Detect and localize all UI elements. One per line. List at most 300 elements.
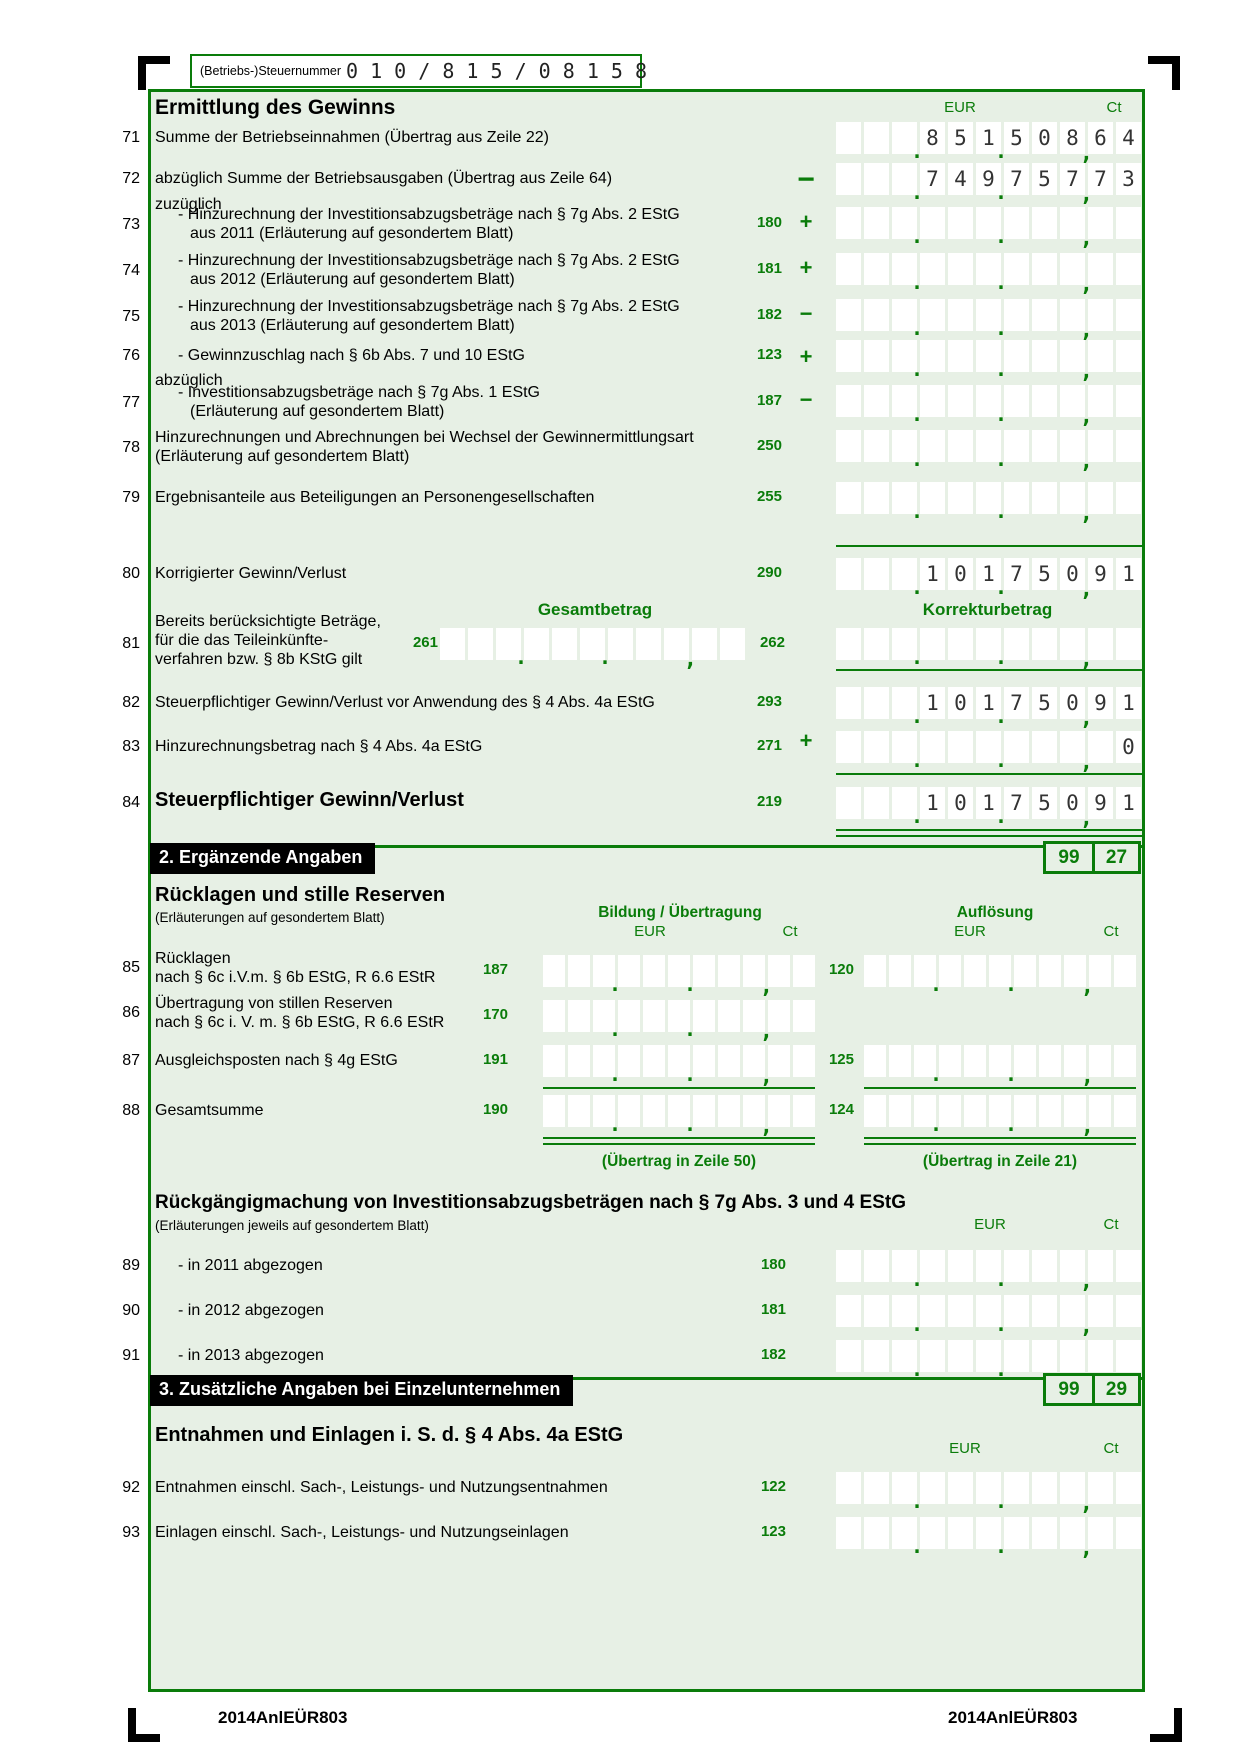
digit-box[interactable] bbox=[1116, 1250, 1141, 1282]
digit-box[interactable] bbox=[1114, 1095, 1136, 1127]
digit-box[interactable] bbox=[836, 340, 861, 372]
digit-box[interactable] bbox=[836, 558, 861, 590]
digit-box[interactable] bbox=[920, 207, 945, 239]
digit-box[interactable]: 9 bbox=[1088, 558, 1113, 590]
digit-box[interactable] bbox=[1032, 1340, 1057, 1372]
digit-box[interactable] bbox=[864, 253, 889, 285]
digit-box[interactable] bbox=[1004, 253, 1029, 285]
digit-box[interactable] bbox=[664, 628, 689, 660]
digit-box[interactable] bbox=[1004, 340, 1029, 372]
digit-box[interactable] bbox=[892, 430, 917, 462]
digit-box[interactable] bbox=[864, 1250, 889, 1282]
digit-box[interactable] bbox=[1089, 1045, 1111, 1077]
ruecklagen-subtitle: (Erläuterungen auf gesondertem Blatt) bbox=[155, 910, 385, 925]
digit-box[interactable] bbox=[920, 430, 945, 462]
digit-box[interactable] bbox=[1039, 955, 1061, 987]
digit-box[interactable] bbox=[836, 1295, 861, 1327]
digit-box[interactable] bbox=[743, 1045, 765, 1077]
digit-box[interactable] bbox=[976, 628, 1001, 660]
digit-box[interactable] bbox=[693, 1095, 715, 1127]
digit-box[interactable]: 0 , bbox=[1060, 787, 1085, 819]
digit-box[interactable] bbox=[593, 955, 615, 987]
digit-box[interactable] bbox=[1060, 299, 1085, 331]
digit-box[interactable] bbox=[892, 340, 917, 372]
digit-box[interactable]: 7 bbox=[1088, 163, 1113, 195]
digit-box[interactable] bbox=[1060, 1472, 1085, 1504]
digit-box[interactable] bbox=[892, 163, 917, 195]
digit-box[interactable]: 0 bbox=[948, 558, 973, 590]
digit-box[interactable] bbox=[1032, 340, 1057, 372]
digit-box[interactable]: 1 bbox=[1116, 558, 1141, 590]
digit-box[interactable] bbox=[864, 955, 886, 987]
digit-box[interactable] bbox=[1116, 253, 1141, 285]
digit-box[interactable] bbox=[643, 1045, 665, 1077]
digit-box[interactable] bbox=[618, 1045, 640, 1077]
digit-box[interactable] bbox=[568, 955, 590, 987]
digit-box[interactable] bbox=[524, 628, 549, 660]
steuernummer-field[interactable] bbox=[190, 54, 648, 88]
digit-box[interactable] bbox=[1088, 1250, 1113, 1282]
digit-box[interactable] bbox=[836, 253, 861, 285]
digit-box[interactable] bbox=[1116, 628, 1141, 660]
digit-box[interactable] bbox=[889, 1095, 911, 1127]
digit-box[interactable] bbox=[864, 385, 889, 417]
digit-box[interactable] bbox=[1116, 1517, 1141, 1549]
digit-box[interactable] bbox=[1060, 385, 1085, 417]
digit-box[interactable] bbox=[768, 1045, 790, 1077]
digit-box[interactable] bbox=[1088, 1517, 1113, 1549]
digit-box[interactable] bbox=[914, 1095, 936, 1127]
digit-box[interactable]: 7 bbox=[1004, 687, 1029, 719]
digit-box[interactable] bbox=[1060, 1340, 1085, 1372]
digit-box[interactable] bbox=[543, 1095, 565, 1127]
digit-box[interactable] bbox=[1116, 1472, 1141, 1504]
digit-box[interactable] bbox=[1032, 482, 1057, 514]
digit-box[interactable] bbox=[1004, 207, 1029, 239]
digit-box[interactable] bbox=[1114, 955, 1136, 987]
line-number-74: 74 bbox=[122, 262, 140, 279]
digit-box[interactable] bbox=[864, 340, 889, 372]
digit-box[interactable] bbox=[836, 299, 861, 331]
digit-box[interactable] bbox=[948, 207, 973, 239]
digit-box[interactable] bbox=[1064, 1095, 1086, 1127]
digit-box[interactable] bbox=[864, 558, 889, 590]
digit-box[interactable]: 1 bbox=[920, 787, 945, 819]
digit-box[interactable] bbox=[976, 1250, 1001, 1282]
digit-box[interactable] bbox=[864, 430, 889, 462]
digit-box[interactable]: 4 bbox=[948, 163, 973, 195]
digit-box[interactable]: 0 bbox=[1116, 731, 1141, 763]
digit-box[interactable]: 9 bbox=[1088, 687, 1113, 719]
digit-box[interactable] bbox=[892, 1250, 917, 1282]
digit-box[interactable]: 7 bbox=[1004, 558, 1029, 590]
digit-box[interactable] bbox=[720, 628, 745, 660]
digit-box[interactable] bbox=[864, 1517, 889, 1549]
digit-box[interactable] bbox=[976, 207, 1001, 239]
digit-box[interactable] bbox=[836, 122, 861, 154]
digit-box[interactable] bbox=[948, 628, 973, 660]
digit-box[interactable] bbox=[636, 628, 661, 660]
digit-box[interactable] bbox=[939, 955, 961, 987]
digit-box[interactable] bbox=[440, 628, 465, 660]
digit-box[interactable] bbox=[864, 687, 889, 719]
digit-box[interactable] bbox=[1060, 430, 1085, 462]
digit-box[interactable] bbox=[939, 1045, 961, 1077]
digit-box[interactable]: 5 bbox=[1032, 558, 1057, 590]
digit-box[interactable] bbox=[892, 122, 917, 154]
digit-box[interactable]: 5 bbox=[1032, 787, 1057, 819]
digit-box[interactable] bbox=[892, 1472, 917, 1504]
digit-box[interactable] bbox=[964, 1095, 986, 1127]
digit-box[interactable] bbox=[836, 385, 861, 417]
digit-box[interactable] bbox=[892, 628, 917, 660]
digit-box[interactable] bbox=[836, 207, 861, 239]
digit-box[interactable] bbox=[889, 955, 911, 987]
digit-box[interactable] bbox=[1088, 628, 1113, 660]
digit-box[interactable]: 7 , bbox=[1060, 163, 1085, 195]
digit-box[interactable] bbox=[892, 731, 917, 763]
digit-box[interactable] bbox=[948, 253, 973, 285]
digit-box[interactable] bbox=[1088, 385, 1113, 417]
digit-box[interactable] bbox=[976, 731, 1001, 763]
digit-box[interactable]: 3 bbox=[1116, 163, 1141, 195]
digit-box[interactable] bbox=[718, 1045, 740, 1077]
digit-box[interactable] bbox=[743, 955, 765, 987]
digit-box[interactable] bbox=[1004, 731, 1029, 763]
digit-box[interactable] bbox=[948, 1517, 973, 1549]
digit-box[interactable] bbox=[1032, 731, 1057, 763]
digit-box[interactable] bbox=[892, 207, 917, 239]
digit-box[interactable] bbox=[1116, 299, 1141, 331]
digit-box[interactable] bbox=[1060, 253, 1085, 285]
digit-box[interactable] bbox=[836, 731, 861, 763]
digit-box[interactable] bbox=[1089, 1095, 1111, 1127]
digit-box[interactable] bbox=[1060, 1295, 1085, 1327]
digit-box[interactable] bbox=[1116, 207, 1141, 239]
digit-box[interactable] bbox=[580, 628, 605, 660]
digit-box[interactable] bbox=[976, 299, 1001, 331]
digit-box[interactable] bbox=[1060, 340, 1085, 372]
digit-box[interactable] bbox=[543, 1000, 565, 1032]
digit-box[interactable] bbox=[668, 1045, 690, 1077]
digit-box[interactable] bbox=[568, 1045, 590, 1077]
digit-box[interactable] bbox=[1088, 207, 1113, 239]
digit-box[interactable] bbox=[1004, 385, 1029, 417]
digit-box[interactable] bbox=[496, 628, 521, 660]
digit-box[interactable]: 4 bbox=[1116, 122, 1141, 154]
digit-box[interactable] bbox=[743, 1000, 765, 1032]
digit-box[interactable] bbox=[920, 482, 945, 514]
digit-box[interactable]: 1 bbox=[1116, 787, 1141, 819]
digit-box[interactable] bbox=[1004, 1517, 1029, 1549]
digit-box[interactable] bbox=[1004, 430, 1029, 462]
digit-box[interactable]: 1 bbox=[1116, 687, 1141, 719]
digit-box[interactable] bbox=[864, 299, 889, 331]
digit-box[interactable] bbox=[864, 1295, 889, 1327]
digit-box[interactable] bbox=[939, 1095, 961, 1127]
digit-box[interactable] bbox=[1088, 731, 1113, 763]
digit-box[interactable] bbox=[920, 1472, 945, 1504]
digit-box[interactable] bbox=[864, 787, 889, 819]
digit-box[interactable] bbox=[836, 430, 861, 462]
digit-box[interactable]: 5 bbox=[1032, 687, 1057, 719]
digit-box[interactable]: 8 , bbox=[1060, 122, 1085, 154]
digit-box[interactable] bbox=[892, 787, 917, 819]
digit-box[interactable] bbox=[920, 299, 945, 331]
digit-box[interactable] bbox=[618, 1095, 640, 1127]
digit-box[interactable] bbox=[543, 955, 565, 987]
digit-box[interactable] bbox=[1004, 1295, 1029, 1327]
digit-box[interactable] bbox=[692, 628, 717, 660]
digit-box[interactable] bbox=[948, 1472, 973, 1504]
digit-box[interactable]: 1 . bbox=[976, 122, 1001, 154]
digit-box[interactable] bbox=[1116, 430, 1141, 462]
digit-box[interactable] bbox=[1014, 1045, 1036, 1077]
digit-box[interactable] bbox=[1116, 385, 1141, 417]
digit-box[interactable] bbox=[768, 1000, 790, 1032]
digit-box[interactable] bbox=[593, 1095, 615, 1127]
digit-box[interactable] bbox=[718, 1095, 740, 1127]
digit-box[interactable] bbox=[948, 1340, 973, 1372]
digit-box[interactable] bbox=[836, 687, 861, 719]
section1-title: Ermittlung des Gewinns bbox=[155, 96, 396, 119]
digit-box[interactable] bbox=[836, 787, 861, 819]
digit-box[interactable] bbox=[864, 207, 889, 239]
digit-box[interactable] bbox=[864, 482, 889, 514]
digit-box[interactable] bbox=[948, 1295, 973, 1327]
digit-box[interactable] bbox=[468, 628, 493, 660]
digit-box[interactable] bbox=[920, 340, 945, 372]
digit-box[interactable] bbox=[920, 628, 945, 660]
digit-box[interactable] bbox=[920, 1295, 945, 1327]
digit-box[interactable] bbox=[836, 1472, 861, 1504]
digit-box[interactable] bbox=[864, 1472, 889, 1504]
digit-box[interactable] bbox=[964, 1045, 986, 1077]
digit-box[interactable] bbox=[948, 731, 973, 763]
digit-box[interactable] bbox=[1039, 1095, 1061, 1127]
digit-box[interactable] bbox=[1032, 299, 1057, 331]
digit-box[interactable] bbox=[1004, 628, 1029, 660]
digit-box[interactable] bbox=[976, 1295, 1001, 1327]
digit-box[interactable] bbox=[1032, 207, 1057, 239]
digit-box[interactable] bbox=[920, 385, 945, 417]
digit-box[interactable] bbox=[964, 955, 986, 987]
digit-box[interactable] bbox=[668, 955, 690, 987]
digit-box[interactable] bbox=[989, 1045, 1011, 1077]
digit-box[interactable] bbox=[568, 1000, 590, 1032]
digit-box[interactable] bbox=[892, 253, 917, 285]
digit-box[interactable] bbox=[1014, 955, 1036, 987]
digit-box[interactable] bbox=[718, 1000, 740, 1032]
row88-code-left: 190 bbox=[482, 1101, 508, 1118]
digit-box[interactable] bbox=[976, 1472, 1001, 1504]
digit-box[interactable]: 9 . bbox=[976, 163, 1001, 195]
digit-box[interactable] bbox=[1116, 482, 1141, 514]
digit-box[interactable] bbox=[892, 1295, 917, 1327]
digit-box[interactable] bbox=[892, 1340, 917, 1372]
digit-box[interactable] bbox=[693, 1045, 715, 1077]
digit-box[interactable] bbox=[1060, 628, 1085, 660]
digit-box[interactable] bbox=[914, 955, 936, 987]
digit-box[interactable] bbox=[976, 1517, 1001, 1549]
digit-box[interactable] bbox=[864, 163, 889, 195]
digit-box[interactable] bbox=[1004, 1472, 1029, 1504]
digit-box[interactable] bbox=[864, 1045, 886, 1077]
digit-box[interactable] bbox=[920, 1250, 945, 1282]
digit-box[interactable] bbox=[1004, 299, 1029, 331]
digit-box[interactable]: 7 bbox=[1004, 787, 1029, 819]
digit-box[interactable] bbox=[543, 1045, 565, 1077]
digit-box[interactable] bbox=[989, 955, 1011, 987]
digit-box[interactable] bbox=[836, 1250, 861, 1282]
digit-box[interactable] bbox=[1032, 628, 1057, 660]
digit-box[interactable] bbox=[976, 385, 1001, 417]
digit-box[interactable] bbox=[1032, 1295, 1057, 1327]
digit-box[interactable] bbox=[976, 482, 1001, 514]
digit-box[interactable] bbox=[920, 731, 945, 763]
digit-box[interactable] bbox=[948, 385, 973, 417]
digit-box[interactable]: 5 bbox=[1004, 122, 1029, 154]
digit-box[interactable] bbox=[618, 955, 640, 987]
digit-box[interactable] bbox=[568, 1095, 590, 1127]
digit-box[interactable] bbox=[1060, 1250, 1085, 1282]
digit-box[interactable] bbox=[864, 731, 889, 763]
digit-box[interactable] bbox=[693, 1000, 715, 1032]
digit-box[interactable] bbox=[768, 1095, 790, 1127]
row84-code: 219 bbox=[756, 793, 782, 810]
digit-box[interactable]: 8 bbox=[920, 122, 945, 154]
digit-box[interactable] bbox=[552, 628, 577, 660]
digit-box[interactable] bbox=[948, 1250, 973, 1282]
digit-box[interactable] bbox=[1064, 955, 1086, 987]
digit-box[interactable] bbox=[1114, 1045, 1136, 1077]
digit-box[interactable] bbox=[1088, 1472, 1113, 1504]
digit-box[interactable] bbox=[1004, 1340, 1029, 1372]
digit-box[interactable] bbox=[836, 628, 861, 660]
digit-box[interactable] bbox=[948, 340, 973, 372]
digit-box[interactable]: 0 , bbox=[1060, 687, 1085, 719]
digit-box[interactable]: 5 bbox=[1032, 163, 1057, 195]
digit-box[interactable] bbox=[1032, 430, 1057, 462]
digit-box[interactable]: 1 . bbox=[976, 687, 1001, 719]
digit-box[interactable] bbox=[593, 1045, 615, 1077]
digit-box[interactable] bbox=[892, 558, 917, 590]
digit-box[interactable] bbox=[768, 955, 790, 987]
digit-box[interactable] bbox=[718, 955, 740, 987]
digit-box[interactable] bbox=[836, 1340, 861, 1372]
digit-box[interactable] bbox=[643, 955, 665, 987]
digit-box[interactable] bbox=[1032, 1517, 1057, 1549]
digit-box[interactable] bbox=[1088, 1295, 1113, 1327]
digit-box[interactable] bbox=[989, 1095, 1011, 1127]
digit-box[interactable] bbox=[836, 1517, 861, 1549]
digit-box[interactable] bbox=[864, 628, 889, 660]
digit-box[interactable] bbox=[1088, 340, 1113, 372]
digit-box[interactable] bbox=[948, 299, 973, 331]
digit-box[interactable] bbox=[1004, 1250, 1029, 1282]
digit-box[interactable] bbox=[1039, 1045, 1061, 1077]
digit-box[interactable] bbox=[1116, 1295, 1141, 1327]
digit-box[interactable] bbox=[1064, 1045, 1086, 1077]
digit-box[interactable] bbox=[1088, 482, 1113, 514]
digit-box[interactable] bbox=[1060, 207, 1085, 239]
digit-box[interactable] bbox=[608, 628, 633, 660]
digit-box[interactable] bbox=[1088, 253, 1113, 285]
digit-box[interactable] bbox=[976, 1340, 1001, 1372]
digit-box[interactable] bbox=[743, 1095, 765, 1127]
digit-box[interactable] bbox=[1060, 1517, 1085, 1549]
digit-box[interactable] bbox=[976, 430, 1001, 462]
digit-box[interactable] bbox=[889, 1045, 911, 1077]
digit-box[interactable] bbox=[793, 1000, 815, 1032]
digit-box[interactable] bbox=[1116, 1340, 1141, 1372]
digit-box[interactable] bbox=[864, 1095, 886, 1127]
digit-box[interactable] bbox=[618, 1000, 640, 1032]
digit-box[interactable] bbox=[836, 482, 861, 514]
digit-box[interactable]: 0 bbox=[948, 787, 973, 819]
digit-box[interactable]: 0 bbox=[948, 687, 973, 719]
digit-box[interactable] bbox=[1004, 482, 1029, 514]
digit-box[interactable] bbox=[1060, 731, 1085, 763]
digit-box[interactable] bbox=[864, 1340, 889, 1372]
digit-box[interactable] bbox=[914, 1045, 936, 1077]
digit-box[interactable]: 7 bbox=[920, 163, 945, 195]
digit-box[interactable] bbox=[892, 1517, 917, 1549]
digit-box[interactable] bbox=[892, 385, 917, 417]
digit-box[interactable] bbox=[668, 1000, 690, 1032]
digit-box[interactable]: 0 bbox=[1032, 122, 1057, 154]
digit-box[interactable]: 0 , bbox=[1060, 558, 1085, 590]
digit-box[interactable] bbox=[836, 163, 861, 195]
digit-box[interactable] bbox=[1116, 340, 1141, 372]
digit-box[interactable] bbox=[1088, 1340, 1113, 1372]
digit-box[interactable] bbox=[668, 1095, 690, 1127]
digit-box[interactable] bbox=[1088, 430, 1113, 462]
digit-box[interactable] bbox=[643, 1000, 665, 1032]
digit-box[interactable] bbox=[976, 340, 1001, 372]
digit-box[interactable] bbox=[920, 1517, 945, 1549]
digit-box[interactable]: 9 bbox=[1088, 787, 1113, 819]
digit-box[interactable] bbox=[1032, 385, 1057, 417]
digit-box[interactable] bbox=[976, 253, 1001, 285]
digit-box[interactable] bbox=[1014, 1095, 1036, 1127]
digit-box[interactable] bbox=[948, 430, 973, 462]
digit-box[interactable] bbox=[948, 482, 973, 514]
digit-box[interactable] bbox=[1060, 482, 1085, 514]
digit-box[interactable]: 7 bbox=[1004, 163, 1029, 195]
digit-box[interactable] bbox=[1088, 299, 1113, 331]
digit-box[interactable] bbox=[892, 687, 917, 719]
digit-box[interactable]: 1 bbox=[920, 687, 945, 719]
digit-box[interactable]: 1 bbox=[920, 558, 945, 590]
digit-box[interactable] bbox=[920, 253, 945, 285]
digit-box[interactable] bbox=[593, 1000, 615, 1032]
digit-box[interactable] bbox=[1032, 1250, 1057, 1282]
digit-box[interactable] bbox=[892, 482, 917, 514]
digit-box[interactable]: 1 . bbox=[976, 558, 1001, 590]
digit-box[interactable]: 6 bbox=[1088, 122, 1113, 154]
digit-box[interactable]: 5 bbox=[948, 122, 973, 154]
digit-box[interactable]: 1 . bbox=[976, 787, 1001, 819]
digit-box[interactable] bbox=[920, 1340, 945, 1372]
digit-box[interactable] bbox=[864, 122, 889, 154]
digit-box[interactable] bbox=[1032, 1472, 1057, 1504]
digit-box[interactable] bbox=[643, 1095, 665, 1127]
digit-box[interactable] bbox=[1032, 253, 1057, 285]
digit-box[interactable] bbox=[693, 955, 715, 987]
digit-box[interactable] bbox=[1089, 955, 1111, 987]
digit-box[interactable] bbox=[892, 299, 917, 331]
